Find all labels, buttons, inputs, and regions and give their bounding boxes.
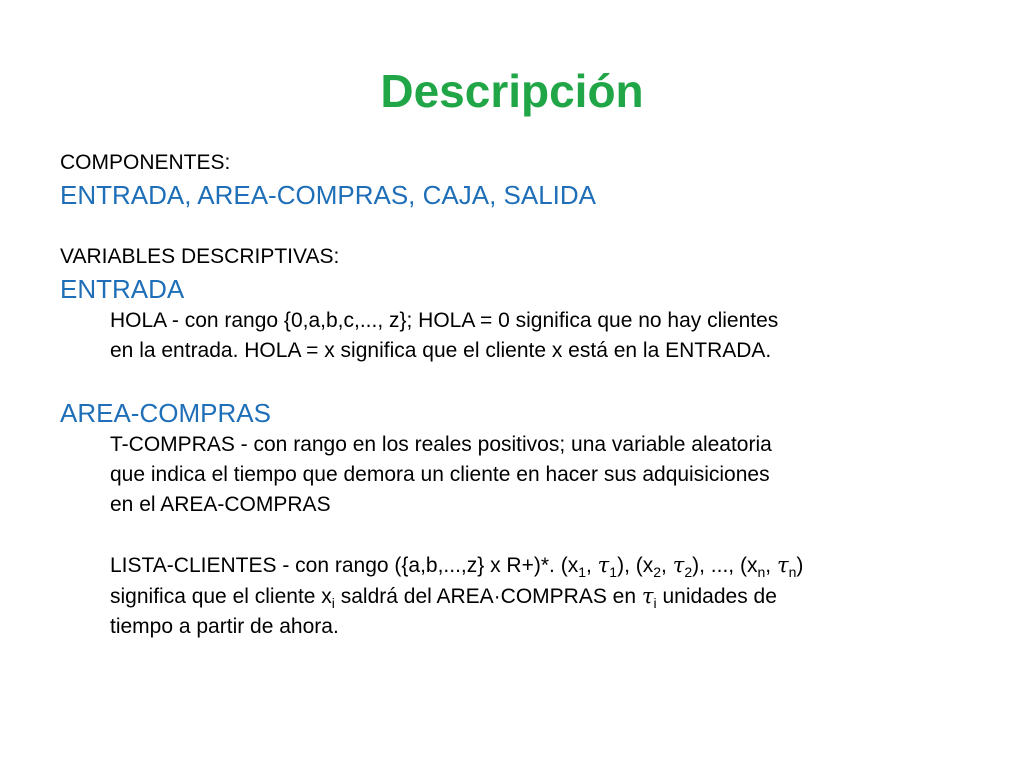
spacer xyxy=(60,366,960,396)
separator: , xyxy=(661,554,673,577)
spacer xyxy=(60,520,960,550)
subscript: i xyxy=(653,595,657,612)
separator: , xyxy=(765,554,777,577)
slide-body xyxy=(60,148,960,642)
entrada-line-2: en la entrada. HOLA = x significa que el cliente x está en la ENTRADA. xyxy=(110,339,772,362)
variables-label-text: VARIABLES DESCRIPTIVAS xyxy=(60,245,334,268)
lista-line2-c: unidades de xyxy=(656,585,777,608)
lista-line2-b: saldrá del AREA·COMPRAS en xyxy=(334,585,642,608)
componentes-label-text: COMPONENTES xyxy=(60,151,225,174)
subscript: n xyxy=(757,564,766,581)
area-compras-heading: AREA-COMPRAS xyxy=(60,398,271,428)
tau-symbol: τ xyxy=(672,553,685,577)
separator: , xyxy=(586,554,598,577)
lista-clientes-line-2 xyxy=(60,581,960,612)
entrada-heading: ENTRADA xyxy=(60,274,185,304)
componentes-label xyxy=(60,148,960,178)
slide-title: Descripción xyxy=(380,65,644,117)
t-compras-line-2: que indica el tiempo que demora un cliente en hacer sus adquisiciones xyxy=(110,463,770,486)
tau-symbol: τ xyxy=(597,553,610,577)
lista-clientes-line-1 xyxy=(60,550,960,581)
tau-symbol: τ xyxy=(776,553,789,577)
subscript: 2 xyxy=(684,564,693,581)
variables-label xyxy=(60,242,960,272)
spacer xyxy=(60,212,960,242)
t-compras-line-1: T-COMPRAS - con rango en los reales positivos; una variable aleatoria xyxy=(110,433,772,456)
t-compras-line-3: en el AREA-COMPRAS xyxy=(110,493,331,516)
entrada-line-1: HOLA - con rango {0,a,b,c,..., z}; HOLA = 0 significa que no hay clientes xyxy=(110,309,779,332)
subscript: i xyxy=(331,595,335,612)
separator: ), ..., (x xyxy=(692,554,758,577)
lista-clientes-line-3: tiempo a partir de ahora. xyxy=(110,615,339,638)
variables-colon: : xyxy=(333,245,340,268)
subscript: 2 xyxy=(653,564,662,581)
subscript: 1 xyxy=(609,564,618,581)
componentes-list: ENTRADA, AREA-COMPRAS, CAJA, SALIDA xyxy=(60,180,597,210)
componentes-colon: : xyxy=(224,151,231,174)
separator: ) xyxy=(796,554,804,577)
lista-line2-a: significa que el cliente x xyxy=(110,585,332,608)
separator: ), (x xyxy=(617,554,654,577)
lista-prefix: LISTA-CLIENTES - con rango ({a,b,...,z} x R+)*. (x xyxy=(110,554,579,577)
subscript: 1 xyxy=(578,564,586,581)
tau-symbol: τ xyxy=(641,584,654,608)
subscript: n xyxy=(788,564,797,581)
